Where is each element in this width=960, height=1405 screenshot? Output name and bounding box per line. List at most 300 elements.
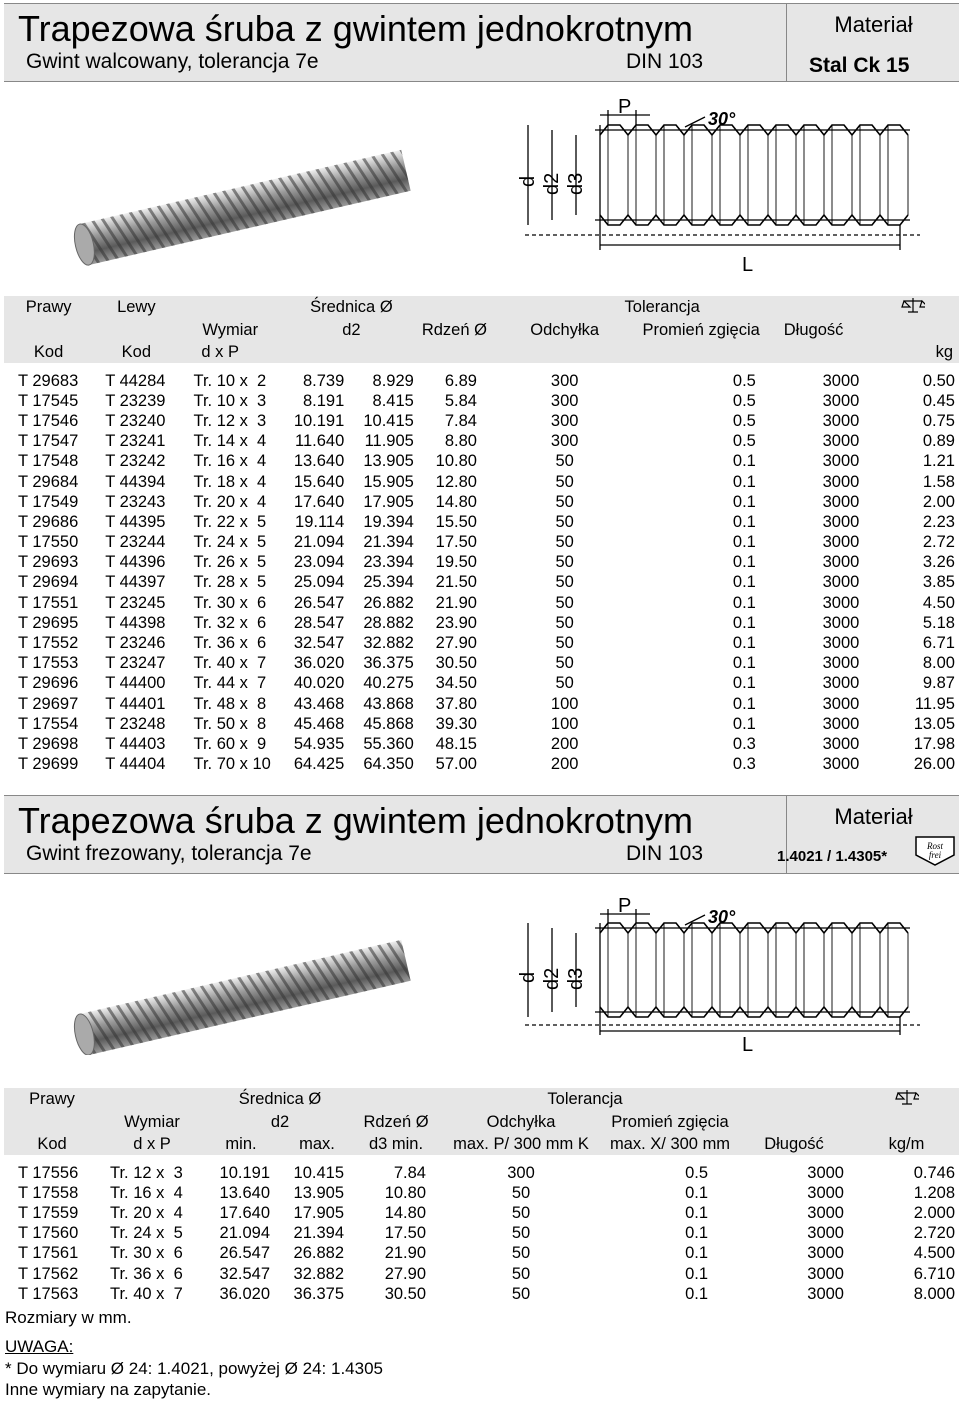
section1-header	[4, 3, 959, 82]
table-cell: 2.000	[913, 1203, 955, 1222]
drawing-label-l: L	[742, 254, 754, 275]
table-cell: 0.1	[732, 492, 756, 511]
svg-text:Rost: Rost	[926, 841, 944, 851]
table-cell: 3000	[822, 391, 860, 410]
table-cell: 0.3	[732, 755, 756, 774]
table-cell: T 17556	[18, 1163, 79, 1182]
table-cell: 32.882	[363, 634, 414, 653]
table-cell: 8.415	[372, 391, 414, 410]
header2-tolerancja: Tolerancja	[436, 1088, 734, 1111]
table-cell: 3000	[822, 512, 860, 531]
table-cell: Tr. 40 x 7	[193, 654, 267, 673]
table-cell: 25.394	[363, 573, 414, 592]
table-cell: 3000	[807, 1284, 844, 1303]
table-cell: 5.84	[444, 391, 477, 410]
table-cell: 0.1	[685, 1244, 708, 1263]
table-cell: 200	[550, 755, 579, 774]
table-cell: T 44394	[105, 472, 166, 491]
table-cell: 50	[555, 593, 574, 612]
table-cell: 26.882	[293, 1244, 344, 1263]
table-cell: Tr. 16 x 4	[193, 452, 267, 471]
table-cell: 11.905	[364, 432, 414, 451]
table-cell: 40.275	[363, 674, 414, 693]
table-cell: 0.5	[732, 411, 756, 430]
table-cell: 32.547	[219, 1264, 270, 1283]
table-row	[4, 755, 959, 775]
drawing2-label-l: L	[742, 1034, 754, 1055]
table-cell: 40.020	[293, 674, 345, 693]
header-promien: Promień zgięcia	[642, 319, 759, 341]
units-note: Rozmiary w mm.	[5, 1308, 132, 1327]
table-cell: T 23242	[105, 452, 166, 471]
section2-din: DIN 103	[626, 842, 704, 865]
table-cell: Tr. 20 x 4	[193, 492, 267, 511]
table-cell: 36.375	[293, 1284, 344, 1303]
section1-drawing	[60, 95, 920, 275]
table-cell: T 44397	[105, 573, 166, 592]
table-cell: T 23241	[105, 432, 166, 451]
table-cell: Tr. 12 x 3	[110, 1163, 183, 1182]
table-row	[4, 1224, 959, 1244]
drawing2-label-d: d	[517, 971, 539, 983]
rost-frei-stamp	[914, 834, 956, 866]
table-row	[4, 613, 959, 633]
header-kod1: Kod	[4, 341, 93, 363]
header2-promien: Promień zgięcia	[606, 1111, 734, 1133]
table-cell: 200	[550, 734, 579, 753]
table-cell: 0.1	[732, 674, 756, 693]
table-cell: 6.710	[913, 1264, 955, 1283]
table-cell: Tr. 36 x 6	[193, 634, 267, 653]
table-cell: 100	[550, 694, 579, 713]
table-cell: 3000	[822, 371, 860, 390]
table-cell: 3000	[807, 1203, 844, 1222]
table-cell: Tr. 30 x 6	[110, 1244, 183, 1263]
header-d2: d2	[281, 319, 422, 341]
table-cell: 300	[550, 411, 579, 430]
table-cell: 11.640	[295, 432, 345, 451]
table-row	[4, 391, 959, 411]
table-row	[4, 492, 959, 512]
table-cell: 3000	[822, 573, 860, 592]
header-prawy: Prawy	[4, 296, 93, 319]
table-cell: T 23239	[105, 391, 166, 410]
table-cell: 21.094	[219, 1224, 270, 1243]
table-cell: 0.75	[922, 411, 955, 430]
table-cell: 32.882	[293, 1264, 344, 1283]
table-cell: 32.547	[293, 634, 345, 653]
table-cell: 23.394	[363, 553, 414, 572]
section2-table	[4, 1088, 959, 1304]
table-cell: T 44401	[105, 694, 166, 713]
table-row	[4, 633, 959, 653]
table-cell: T 44395	[105, 512, 166, 531]
table-cell: 17.640	[219, 1203, 270, 1222]
table-cell: 0.1	[732, 634, 756, 653]
table-cell: T 23244	[105, 533, 166, 552]
table-cell: T 29693	[18, 553, 79, 572]
section1-table	[4, 296, 959, 775]
table-cell: 43.868	[363, 694, 414, 713]
table-row	[4, 593, 959, 613]
header2-odchylka-sub: max. P/ 300 mm K	[436, 1133, 606, 1155]
note-line2: Inne wymiary na zapytanie.	[5, 1380, 211, 1399]
table-cell: 37.80	[435, 694, 477, 713]
table-cell: 3000	[822, 613, 860, 632]
header-srednica: Średnica Ø	[281, 296, 422, 319]
table-cell: 8.739	[302, 371, 345, 390]
table-cell: T 17549	[18, 492, 79, 511]
table-cell: 26.547	[219, 1244, 270, 1263]
table-cell: 19.114	[295, 512, 345, 531]
table-row	[4, 714, 959, 734]
table-cell: 50	[511, 1224, 531, 1243]
table-cell: Tr. 40 x 7	[110, 1284, 183, 1303]
table-cell: 30.50	[435, 654, 477, 673]
table-cell: 3000	[822, 432, 860, 451]
header2-kod: Kod	[4, 1133, 100, 1155]
table-cell: T 17562	[18, 1264, 79, 1283]
table-cell: 8.000	[913, 1284, 955, 1303]
table-cell: Tr. 26 x 5	[193, 553, 267, 572]
table-row	[4, 432, 959, 452]
table-cell: 2.720	[913, 1224, 955, 1243]
table-cell: 64.425	[293, 755, 345, 774]
table-cell: 3000	[822, 533, 860, 552]
table-cell: 21.90	[384, 1244, 426, 1263]
table-cell: 21.50	[435, 573, 477, 592]
table-cell: 10.80	[435, 452, 477, 471]
table-cell: 30.50	[384, 1284, 426, 1303]
table-cell: 0.1	[732, 553, 756, 572]
table-cell: Tr. 44 x 7	[193, 674, 267, 693]
table-cell: 50	[555, 634, 574, 653]
table-cell: 0.1	[685, 1183, 708, 1202]
table-cell: 2.00	[922, 492, 955, 511]
drawing2-label-angle: 30°	[708, 907, 736, 927]
table-cell: 100	[550, 714, 579, 733]
header2-dxp: d x P	[100, 1133, 204, 1155]
table-cell: 3000	[822, 492, 860, 511]
note-line1: * Do wymiaru Ø 24: 1.4021, powyżej Ø 24: 1.4305	[5, 1359, 383, 1378]
table-cell: T 23248	[105, 714, 166, 733]
table-cell: 50	[555, 452, 574, 471]
header2-rdzen: Rdzeń Ø	[356, 1111, 436, 1133]
header2-dlugosc: Długość	[734, 1133, 854, 1155]
table-cell: 19.394	[363, 512, 414, 531]
table-cell: 50	[555, 613, 574, 632]
header2-promien-sub: max. X/ 300 mm	[606, 1133, 734, 1155]
table-row	[4, 734, 959, 754]
table-row	[4, 452, 959, 472]
table-cell: 10.415	[293, 1163, 344, 1182]
section1-material-value: Stal Ck 15	[809, 54, 910, 77]
table-cell: T 23240	[105, 411, 166, 430]
table-cell: 3000	[822, 553, 860, 572]
drawing-label-d: d	[517, 175, 539, 187]
table-cell: 21.90	[435, 593, 477, 612]
table-cell: 0.1	[732, 452, 756, 471]
table-cell: 0.45	[922, 391, 955, 410]
table-cell: 8.80	[444, 432, 477, 451]
table-cell: 0.1	[732, 573, 756, 592]
table-cell: 3.85	[922, 573, 955, 592]
table-cell: 50	[511, 1183, 531, 1202]
section2-drawing	[60, 895, 920, 1055]
table-cell: 0.1	[732, 613, 756, 632]
header2-wymiar: Wymiar	[100, 1111, 204, 1133]
table-cell: T 17553	[18, 654, 79, 673]
table-row	[4, 654, 959, 674]
table-cell: 300	[507, 1163, 535, 1182]
table-cell: T 44400	[105, 674, 166, 693]
table-cell: 300	[550, 432, 579, 451]
table-cell: Tr. 10 x 2	[193, 371, 267, 390]
table-row	[4, 371, 959, 391]
svg-text:frei: frei	[928, 850, 942, 860]
table-cell: 0.1	[732, 714, 756, 733]
table-row	[4, 411, 959, 431]
table-cell: Tr. 22 x 5	[193, 512, 267, 531]
section1-din: DIN 103	[626, 50, 704, 73]
table-cell: Tr. 48 x 8	[193, 694, 267, 713]
table-cell: 3000	[822, 654, 860, 673]
section1-subtitle: Gwint walcowany, tolerancja 7e	[26, 50, 319, 73]
table-cell: 45.468	[293, 714, 345, 733]
table-cell: 3000	[807, 1264, 844, 1283]
table-cell: 21.394	[293, 1224, 344, 1243]
table-cell: 0.1	[685, 1264, 708, 1283]
drawing2-label-d3: d3	[565, 967, 587, 990]
table-cell: 3000	[822, 734, 860, 753]
drawing2-label-d2: d2	[541, 967, 563, 990]
table-cell: 8.191	[302, 391, 345, 410]
table-cell: 0.89	[922, 432, 955, 451]
table-cell: T 29684	[18, 472, 79, 491]
table-cell: T 17563	[18, 1284, 79, 1303]
table-cell: Tr. 14 x 4	[193, 432, 267, 451]
table-cell: T 44396	[105, 553, 166, 572]
table-cell: 0.3	[732, 734, 756, 753]
table-row	[4, 512, 959, 532]
table-cell: 2.72	[922, 533, 955, 552]
header-dxp: d x P	[179, 341, 280, 363]
table-cell: T 23246	[105, 634, 166, 653]
table-cell: 8.00	[922, 654, 955, 673]
table-cell: 3000	[807, 1163, 844, 1182]
section2-material-value: 1.4021 / 1.4305*	[777, 848, 888, 865]
section2-title: Trapezowa śruba z gwintem jednokrotnym	[18, 800, 693, 841]
table-cell: 64.350	[363, 755, 414, 774]
table-cell: 13.640	[219, 1183, 270, 1202]
table-cell: 0.1	[685, 1224, 708, 1243]
table-cell: Tr. 50 x 8	[193, 714, 267, 733]
table-cell: 15.905	[363, 472, 414, 491]
table-row	[4, 1203, 959, 1223]
table-cell: Tr. 24 x 5	[193, 533, 267, 552]
table-cell: 5.18	[922, 613, 955, 632]
table-cell: 50	[555, 472, 574, 491]
table-cell: 28.547	[293, 613, 345, 632]
table-cell: 14.80	[435, 492, 477, 511]
table-row	[4, 553, 959, 573]
header2-d2: d2	[204, 1111, 356, 1133]
table-cell: 26.882	[363, 593, 414, 612]
table-cell: T 17558	[18, 1183, 79, 1202]
table-cell: 3000	[822, 714, 860, 733]
table-cell: 36.020	[293, 654, 345, 673]
table-cell: 15.640	[293, 472, 345, 491]
table-cell: 0.5	[732, 432, 756, 451]
table-cell: 39.30	[435, 714, 477, 733]
table-cell: 13.905	[363, 452, 414, 471]
table-cell: 11.95	[914, 694, 955, 713]
table-cell: 3000	[822, 694, 860, 713]
section2-subtitle: Gwint frezowany, tolerancja 7e	[26, 842, 312, 865]
table-row	[4, 1284, 959, 1304]
table-cell: 14.80	[384, 1203, 426, 1222]
table-cell: 10.415	[363, 411, 414, 430]
header-dlugosc: Długość	[760, 319, 868, 341]
table-cell: 0.1	[732, 593, 756, 612]
table-cell: 50	[511, 1244, 531, 1263]
table-cell: 0.1	[685, 1203, 708, 1222]
section2-material-label: Materiał	[834, 804, 913, 829]
header2-d3min: d3 min.	[356, 1133, 436, 1155]
table-cell: 50	[555, 512, 574, 531]
table-cell: 10.191	[293, 411, 345, 430]
table-cell: 50	[511, 1264, 531, 1283]
section1-material-box	[786, 4, 960, 81]
table-cell: 17.98	[913, 734, 955, 753]
header2-max: max.	[278, 1133, 356, 1155]
section1-material-label: Materiał	[834, 12, 913, 37]
table-cell: T 17560	[18, 1224, 79, 1243]
table-cell: T 44404	[105, 755, 166, 774]
table-cell: T 17559	[18, 1203, 79, 1222]
table-cell: 0.1	[732, 512, 756, 531]
table-cell: Tr. 24 x 5	[110, 1224, 183, 1243]
table-cell: T 29699	[18, 755, 79, 774]
table-cell: 1.21	[922, 452, 955, 471]
table-cell: 50	[555, 674, 574, 693]
table-cell: 0.1	[732, 694, 756, 713]
table-cell: Tr. 32 x 6	[193, 613, 267, 632]
drawing-label-p: P	[618, 96, 632, 118]
table-cell: 23.90	[435, 613, 477, 632]
section1-title: Trapezowa śruba z gwintem jednokrotnym	[18, 8, 693, 49]
table-row	[4, 472, 959, 492]
table-cell: T 23243	[105, 492, 166, 511]
table-row	[4, 1163, 959, 1183]
table-cell: 50	[555, 573, 574, 592]
weight-icon	[867, 296, 959, 319]
table-cell: 3000	[822, 452, 860, 471]
table-cell: T 29683	[18, 371, 79, 390]
section2-header	[4, 795, 959, 874]
warning-label	[5, 1337, 73, 1357]
table-cell: T 17554	[18, 714, 79, 733]
table-cell: T 29698	[18, 734, 79, 753]
section2-material-box	[777, 796, 960, 873]
table-cell: 0.1	[732, 654, 756, 673]
table-cell: T 23245	[105, 593, 166, 612]
table-row	[4, 694, 959, 714]
table-cell: 3000	[822, 411, 860, 430]
table-cell: T 17545	[18, 391, 79, 410]
table-cell: 55.360	[363, 734, 414, 753]
header-wymiar: Wymiar	[179, 319, 280, 341]
table-cell: T 29695	[18, 613, 79, 632]
table-cell: T 44403	[105, 734, 166, 753]
header-kg: kg	[867, 341, 959, 363]
table-cell: T 29696	[18, 674, 79, 693]
table-cell: 13.905	[293, 1183, 344, 1202]
table-cell: 50	[555, 654, 574, 673]
table-cell: 26.547	[293, 593, 345, 612]
table-cell: T 29697	[18, 694, 79, 713]
warning-label-text: UWAGA:	[5, 1337, 74, 1356]
table-cell: 4.500	[913, 1244, 955, 1263]
table-cell: 3000	[822, 593, 860, 612]
table-cell: 3000	[807, 1183, 844, 1202]
table-cell: 27.90	[384, 1264, 426, 1283]
table-cell: 21.394	[363, 533, 414, 552]
table-cell: Tr. 30 x 6	[193, 593, 267, 612]
table-cell: 48.15	[435, 734, 477, 753]
table-cell: 3000	[822, 634, 860, 653]
table-cell: 3000	[807, 1224, 844, 1243]
table-cell: 0.5	[685, 1163, 708, 1182]
table-cell: 1.58	[922, 472, 955, 491]
table-cell: 3000	[822, 674, 860, 693]
table-cell: T 44284	[105, 371, 166, 390]
table-cell: 13.05	[913, 714, 955, 733]
table-cell: T 44398	[105, 613, 166, 632]
table-cell: 0.1	[732, 533, 756, 552]
table-cell: 28.882	[363, 613, 414, 632]
rod-photo	[71, 150, 411, 267]
table-cell: 13.640	[293, 452, 345, 471]
table-cell: 26.00	[913, 755, 955, 774]
table-cell: T 17552	[18, 634, 79, 653]
table-cell: 6.71	[922, 634, 955, 653]
drawing2-label-p: P	[618, 895, 632, 917]
header-odchylka: Odchyłka	[487, 319, 643, 341]
table-cell: 2.23	[922, 512, 955, 531]
table-cell: 8.929	[372, 371, 414, 390]
table-cell: 50	[511, 1203, 531, 1222]
table-cell: 57.00	[435, 755, 477, 774]
table-cell: Tr. 18 x 4	[193, 472, 267, 491]
table-cell: 300	[550, 371, 579, 390]
table-cell: 25.094	[293, 573, 345, 592]
table-cell: 50	[511, 1284, 531, 1303]
table-cell: 7.84	[393, 1163, 426, 1182]
table-cell: T 23247	[105, 654, 166, 673]
table-cell: T 29694	[18, 573, 79, 592]
table-cell: 3000	[822, 472, 860, 491]
drawing-label-d2: d2	[541, 172, 563, 195]
table-cell: 0.1	[685, 1284, 708, 1303]
table-cell: T 17548	[18, 452, 79, 471]
table-cell: T 17561	[18, 1244, 79, 1263]
table-cell: Tr. 70 x 10	[193, 755, 271, 774]
weight-icon-2	[854, 1088, 959, 1111]
table-cell: 6.89	[444, 371, 477, 390]
table-cell: Tr. 28 x 5	[193, 573, 267, 592]
table-cell: 43.468	[293, 694, 345, 713]
